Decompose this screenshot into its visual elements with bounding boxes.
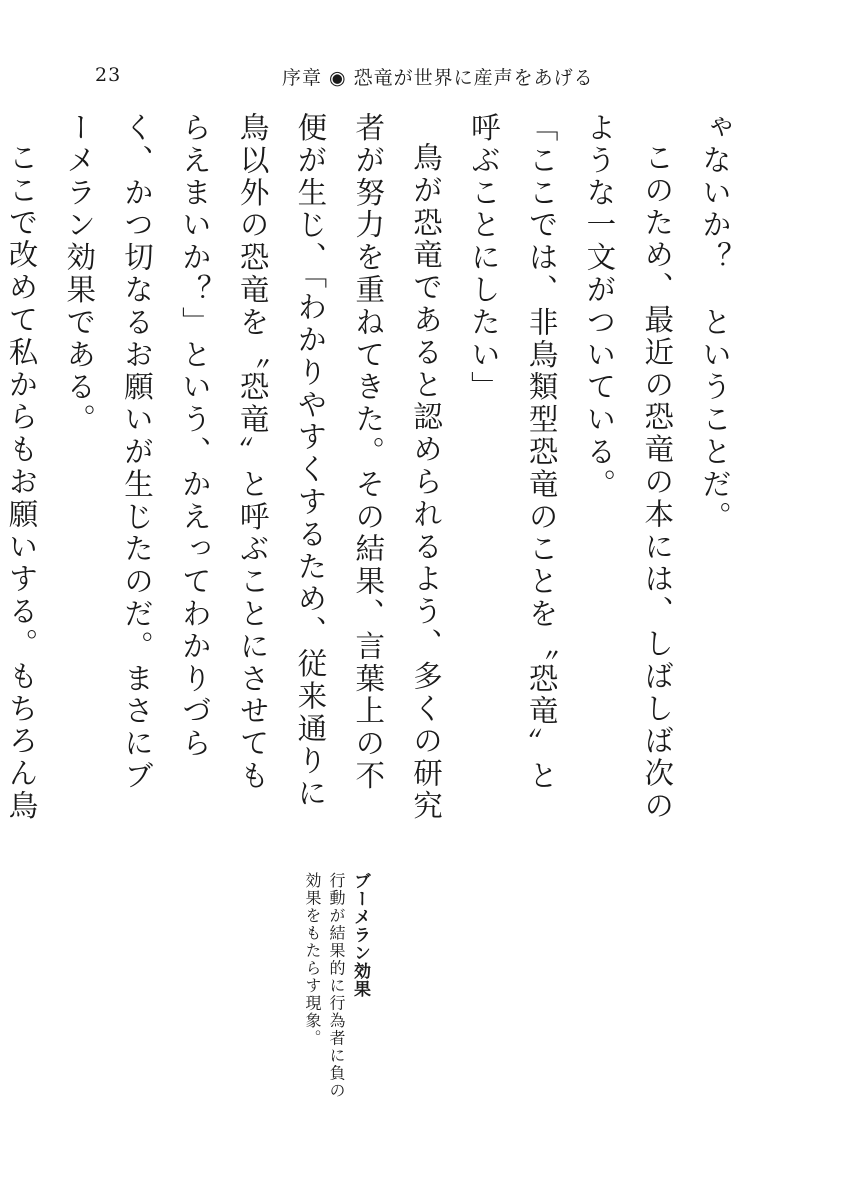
body-text	[0, 112, 743, 824]
page-number: 23	[95, 64, 122, 86]
running-header: 序章 ◉ 恐竜が世界に産声をあげる	[282, 67, 594, 89]
paragraph: ここで改めて私からもお願いする。もちろん鳥	[4, 141, 39, 822]
sidenote-title: ブーメラン効果	[350, 872, 370, 998]
sidenote-body: 行動が結果的に行為者に負の効果をもたらす現象。	[303, 872, 346, 1100]
paragraph: このため、最近の恐竜の本には、しばしば次のような一文がついている。	[582, 112, 675, 822]
paragraph: ゃないか？ ということだ。	[698, 112, 732, 534]
sidenote	[300, 872, 372, 1112]
paragraph: 鳥が恐竜であると認められるよう、多くの研究者が努力を重ねてきた。その結果、言葉上の不便が生じ、「わかりやすくするため、従来通りに鳥以外の恐竜を〝恐竜〟と呼ぶことにさせてもらえまいか？」という、かえってわかりづらく、かつ切なるお願いが生じたのだ。まさにブーメラン効果である。	[62, 112, 444, 822]
paragraph: 「ここでは、非鳥類型恐竜のことを〝恐竜〟と呼ぶことにしたい」	[466, 112, 559, 793]
